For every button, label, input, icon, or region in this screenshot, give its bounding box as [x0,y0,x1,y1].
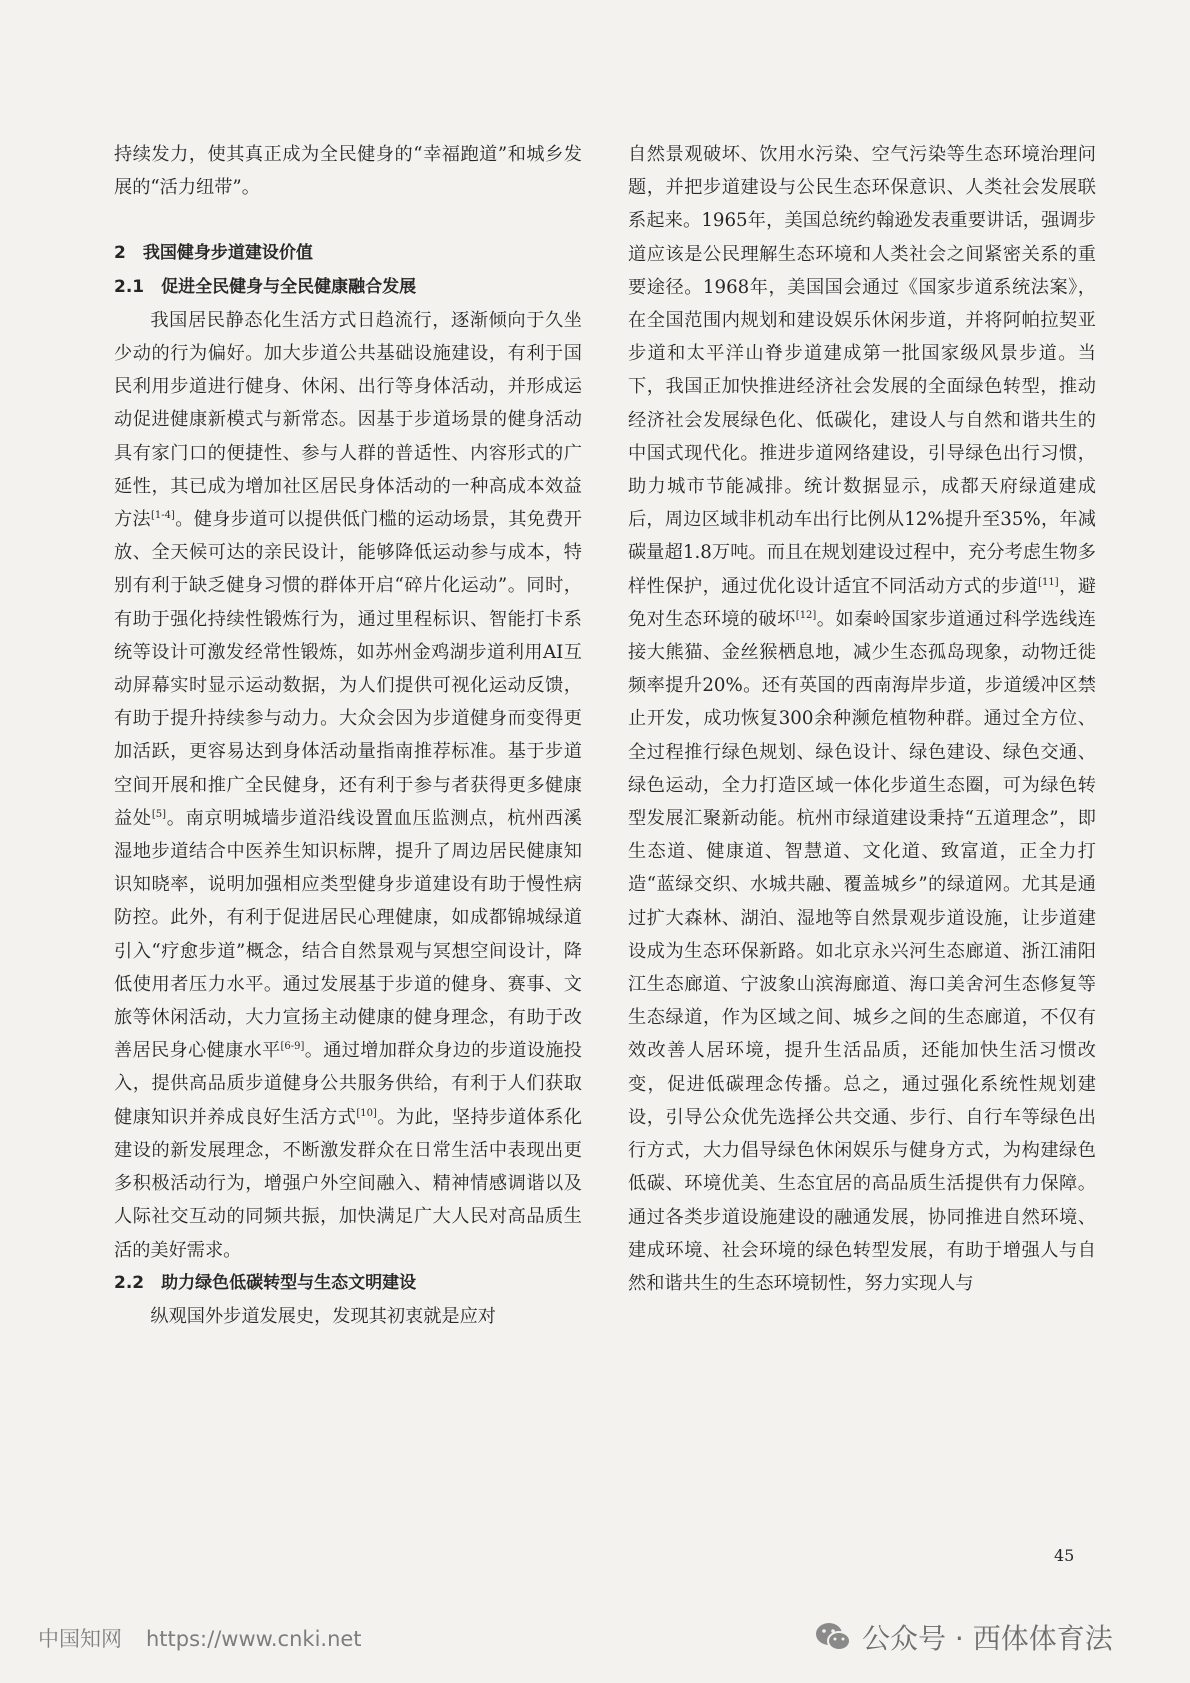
paragraph-2-2-continuation [628,138,1096,1300]
wechat-icon [814,1621,852,1653]
paragraph-text: 。健身步道可以提供低门槛的运动场景，其免费开放、全天候可达的亲民设计，能够降低运动参与成本，特别有利于缺乏健身习惯的群体开启“碎片化运动”。同时，有助于强化持续性锻炼行为，通过里程标识、智能打卡系统等设计可激发经常性锻炼，如苏州金鸡湖步道利用AI互动屏幕实时显示运动数据，为人们提供可视化运动反馈，有助于提升持续参与动力。大众会因为步道健身而变得更加活跃，更容易达到身体活动量指南推荐标准。基于步道空间开展和推广全民健身，还有利于参与者获得更多健康益处 [114,509,582,829]
paragraph-text: 。为此，坚持步道体系化建设的新发展理念，不断激发群众在日常生活中表现出更多积极活动行为，增强户外空间融入、精神情感调谐以及人际社交互动的同频共振，加快满足广大人民对高品质生活的美好需求。 [114,1106,582,1261]
page-number: 45 [1054,1546,1075,1565]
wechat-label: 公众号 · 西体体育法 [862,1622,1113,1655]
paragraph-2-2-start: 纵观国外步道发展史，发现其初衷就是应对 [150,1305,496,1327]
citation: [5] [151,808,166,820]
citation: [10] [356,1107,377,1119]
citation: [6-9] [280,1041,305,1053]
paragraph-text: 。通过增加群众身边的步道设施投入，提供高品质步道健身公共服务供给，有利于人们获取健康知识并养成良好生活方式 [114,1040,582,1128]
paragraph-text: ，避免对生态环境的破坏 [628,575,1096,630]
cnki-name: 中国知网 [38,1627,122,1651]
left-column [114,138,582,1333]
subsection-heading-2-2: 2.2 助力绿色低碳转型与生态文明建设 [114,1272,417,1293]
citation: [11] [1038,576,1059,588]
citation: [1-4] [151,509,175,521]
subsection-heading-2-1: 2.1 促进全民健身与全民健康融合发展 [114,276,417,297]
paragraph-continuation: 持续发力，使其真正成为全民健身的“幸福跑道”和城乡发展的“活力纽带”。 [114,144,582,199]
citation: [12] [795,609,817,621]
cnki-watermark [38,1623,362,1653]
section-heading: 2 我国健身步道建设价值 [114,243,313,264]
paragraph-2-1 [114,304,582,1267]
spacer [114,204,582,237]
wechat-watermark [814,1617,1113,1657]
right-column [628,138,1096,1300]
paragraph-text: 我国居民静态化生活方式日趋流行，逐渐倾向于久坐少动的行为偏好。加大步道公共基础设施建设，有利于国民利用步道进行健身、休闲、出行等身体活动，并形成运动促进健康新模式与新常态。因基于步道场景的健身活动具有家门口的便捷性、参与人群的普适性、内容形式的广延性，其已成为增加社区居民身体活动的一种高成本效益方法 [114,309,582,531]
paragraph-text: 自然景观破坏、饮用水污染、空气污染等生态环境治理问题，并把步道建设与公民生态环保意识、人类社会发展联系起来。1965年，美国总统约翰逊发表重要讲话，强调步道应该是公民理解生态环境和人类社会之间紧密关系的重要途径。1968年，美国国会通过《国家步道系统法案》，在全国范围内规划和建设娱乐休闲步道，并将阿帕拉契亚步道和太平洋山脊步道建成第一批国家级风景步道。当下，我国正加快推进经济社会发展的全面绿色转型，推动经济社会发展绿色化、低碳化，建设人与自然和谐共生的中国式现代化。推进步道网络建设，引导绿色出行习惯，助力城市节能减排。统计数据显示，成都天府绿道建成后，周边区域非机动车出行比例从12%提升至35%，年减碳量超1.8万吨。而且在规划建设过程中，充分考虑生物多样性保护，通过优化设计适宜不同活动方式的步道 [628,144,1096,597]
paragraph-text: 。如秦岭国家步道通过科学选线连接大熊猫、金丝猴栖息地，减少生态孤岛现象，动物迁徙频率提升20%。还有英国的西南海岸步道，步道缓冲区禁止开发，成功恢复300余种濒危植物种群。通过全方位、全过程推行绿色规划、绿色设计、绿色建设、绿色交通、绿色运动，全力打造区域一体化步道生态圈，可为绿色转型发展汇聚新动能。杭州市绿道建设秉持“五道理念”，即生态道、健康道、智慧道、文化道、致富道，正全力打造“蓝绿交织、水城共融、覆盖城乡”的绿道网。尤其是通过扩大森林、湖泊、湿地等自然景观步道设施，让步道建设成为生态环保新路。如北京永兴河生态廊道、浙江浦阳江生态廊道、宁波象山滨海廊道、海口美舍河生态修复等生态绿道，作为区域之间、城乡之间的生态廊道，不仅有效改善人居环境，提升生活品质，还能加快生活习惯改变，促进低碳理念传播。总之，通过强化系统性规划建设，引导公众优先选择公共交通、步行、自行车等绿色出行方式，大力倡导绿色休闲娱乐与健身方式，为构建绿色低碳、环境优美、生态宜居的高品质生活提供有力保障。通过各类步道设施建设的融通发展，协同推进自然环境、建成环境、社会环境的绿色转型发展，有助于增强人与自然和谐共生的生态环境韧性，努力实现人与 [628,608,1096,1294]
paragraph-text: 。南京明城墙步道沿线设置血压监测点，杭州西溪湿地步道结合中医养生知识标牌，提升了周边居民健康知识知晓率，说明加强相应类型健身步道建设有助于慢性病防控。此外，有利于促进居民心理健康，如成都锦城绿道引入“疗愈步道”概念，结合自然景观与冥想空间设计，降低使用者压力水平。通过发展基于步道的健身、赛事、文旅等休闲活动，大力宣扬主动健康的健身理念，有助于改善居民身心健康水平 [114,807,582,1062]
cnki-url: https://www.cnki.net [146,1627,362,1651]
